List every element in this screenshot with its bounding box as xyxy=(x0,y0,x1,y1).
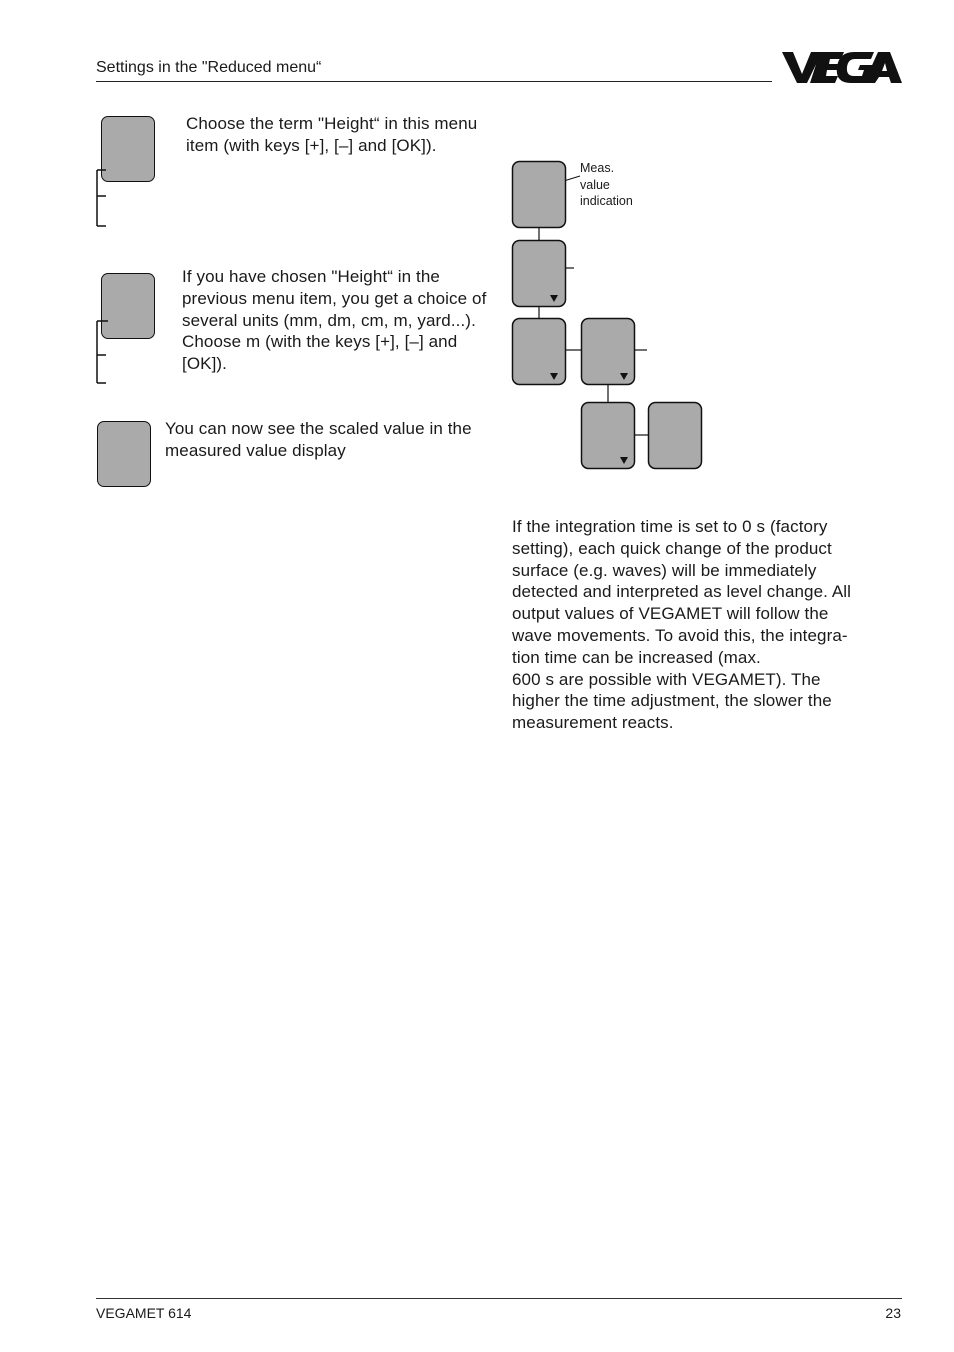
menu-box-level-3-right xyxy=(649,403,702,469)
text-line: If the integration time is set to 0 s (factory xyxy=(512,517,828,536)
text-line: 600 s are possible with VEGAMET). The xyxy=(512,669,821,689)
meas-value-label-line: Meas. xyxy=(580,161,615,175)
text-line: output values of VEGAMET will follow the xyxy=(512,604,829,624)
vega-logo xyxy=(782,48,902,86)
step-3-text: You can now see the scaled value in the measured value display xyxy=(165,419,472,460)
text-line: tion time can be increased (max. xyxy=(512,647,761,667)
step-2-text: If you have chosen "Height“ in the previous menu item, you get a choice of several units (mm, dm, cm, m, yard...). Choose m (with the keys [+], [–] and [OK]). xyxy=(182,267,487,374)
page-header-title: Settings in the "Reduced menu“ xyxy=(96,59,322,76)
meas-value-label xyxy=(580,160,680,210)
text-line: setting), each quick change of the product xyxy=(512,538,832,558)
step-1-text: Choose the term "Height“ in this menu item (with keys [+], [–] and [OK]). xyxy=(186,114,478,155)
display-key-measured-value xyxy=(97,421,151,487)
header-rule xyxy=(96,81,772,82)
footer-rule xyxy=(96,1298,902,1299)
menu-box-level-2 xyxy=(513,319,566,385)
text-line: wave movements. To avoid this, the integra- xyxy=(512,625,848,645)
menu-box-display xyxy=(513,162,566,228)
menu-box-level-1 xyxy=(513,241,566,307)
menu-tree-bracket xyxy=(94,168,110,230)
integration-time-text xyxy=(512,516,912,734)
page-number: 23 xyxy=(885,1305,901,1321)
menu-tree-bracket xyxy=(94,319,110,387)
footer-product-name: VEGAMET 614 xyxy=(96,1305,192,1321)
text-line: measurement reacts. xyxy=(512,713,674,733)
meas-value-label-line: value xyxy=(580,177,610,192)
text-line: detected and interpreted as level change. All xyxy=(512,582,852,602)
text-line: higher the time adjustment, the slower the xyxy=(512,691,832,711)
text-line: surface (e.g. waves) will be immediately xyxy=(512,560,817,580)
meas-value-label-line: indication xyxy=(580,194,633,208)
